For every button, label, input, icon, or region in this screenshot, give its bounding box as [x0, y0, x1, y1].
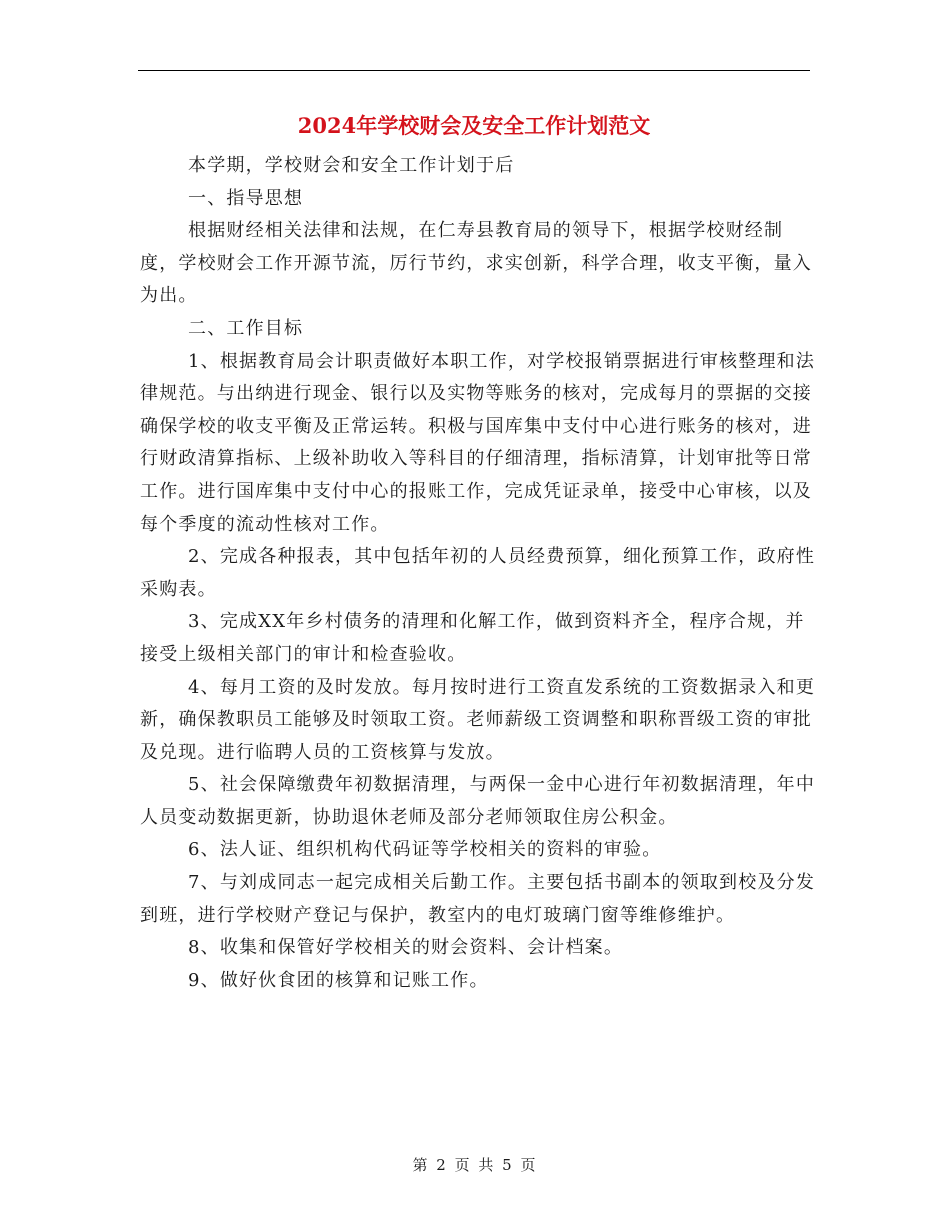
goal-item-9: 9、做好伙食团的核算和记账工作。 — [188, 969, 489, 991]
goal-item-2: 2、完成各种报表，其中包括年初的人员经费预算，细化预算工作，政府性采购表。 — [140, 546, 816, 600]
goal-item-3: 3、完成XX年乡村债务的清理和化解工作，做到资料齐全，程序合规，并接受上级相关部门的审计和检查验收。 — [140, 611, 805, 665]
goal-item-7: 7、与刘成同志一起完成相关后勤工作。主要包括书副本的领取到校及分发到班，进行学校财产登记与保护，教室内的电灯玻璃门窗等维修维护。 — [140, 872, 816, 926]
goal-item-1: 1、根据教育局会计职责做好本职工作，对学校报销票据进行审核整理和法律规范。与出纳进行现金、银行以及实物等账务的核对，完成每月的票据的交接确保学校的收支平衡及正常运转。积极与国库集中支付中心进行账务的核对，进行财政清算指标、上级补助收入等科目的仔细清理，指标清算，计划审批等日常工作。进行国库集中支付中心的报账工作，完成凭证录单，接受中心审核，以及每个季度的流动性核对工作。 — [140, 350, 816, 535]
goal-item-5: 5、社会保障缴费年初数据清理，与两保一金中心进行年初数据清理，年中人员变动数据更新，协助退休老师及部分老师领取住房公积金。 — [140, 774, 816, 828]
paragraph-guiding-ideology: 根据财经相关法律和法规，在仁寿县教育局的领导下，根据学校财经制度，学校财会工作开源节流，厉行节约，求实创新，科学合理，收支平衡，量入为出。 — [140, 220, 812, 307]
goal-item-4: 4、每月工资的及时发放。每月按时进行工资直发系统的工资数据录入和更新，确保教职员工能够及时领取工资。老师薪级工资调整和职称晋级工资的审批及兑现。进行临聘人员的工资核算与发放。 — [140, 676, 816, 763]
header-rule — [138, 70, 810, 71]
section-heading-work-goals: 二、工作目标 — [188, 317, 304, 339]
goal-item-6: 6、法人证、组织机构代码证等学校相关的资料的审验。 — [188, 839, 662, 861]
intro-paragraph: 本学期，学校财会和安全工作计划于后 — [188, 155, 515, 176]
page-number-footer: 第 2 页 共 5 页 — [412, 1156, 538, 1174]
document-title: 2024年学校财会及安全工作计划范文 — [297, 113, 651, 138]
goal-item-8: 8、收集和保管好学校相关的财会资料、会计档案。 — [188, 937, 624, 959]
document-body — [140, 150, 820, 997]
section-heading-guiding-ideology: 一、指导思想 — [188, 187, 304, 209]
